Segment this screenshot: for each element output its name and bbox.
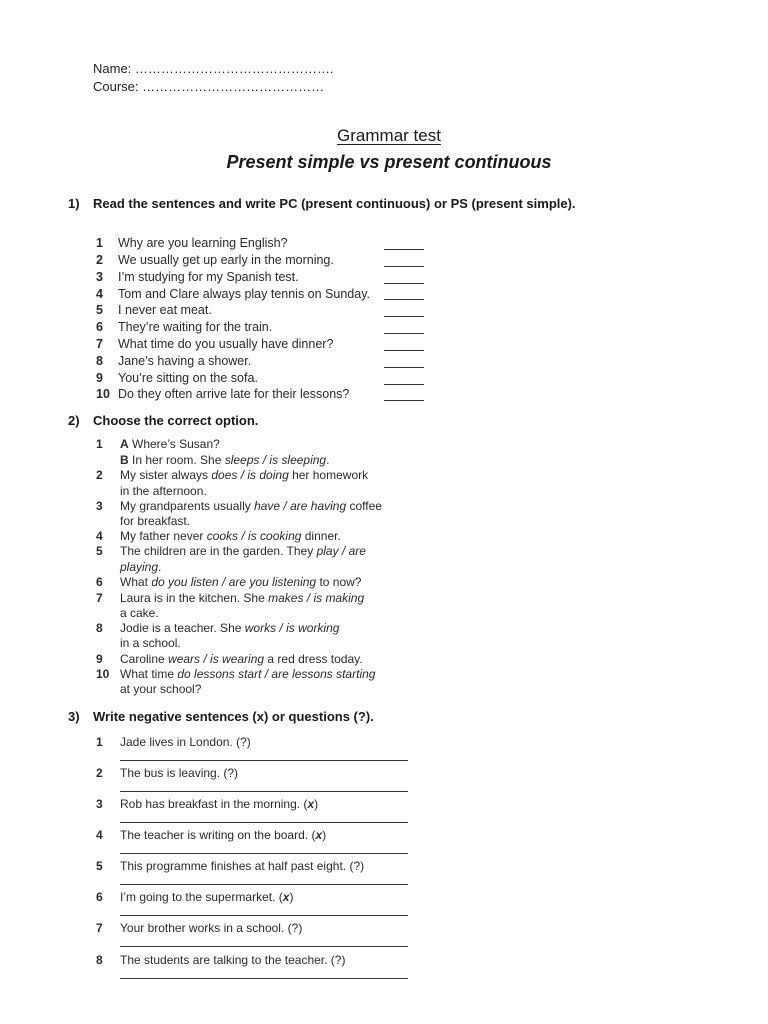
answer-blank[interactable]: [384, 400, 424, 401]
section-3-heading-text: Write negative sentences (x) or questions (?).: [93, 709, 374, 724]
section-1-number: 1): [68, 196, 80, 211]
section-1-heading-text: Read the sentences and write PC (present continuous) or PS (present simple).: [93, 196, 576, 211]
answer-blank[interactable]: [384, 333, 424, 334]
name-field-line: Name: ……………………………………….: [93, 61, 334, 76]
answer-blank[interactable]: [384, 350, 424, 351]
answer-line[interactable]: [120, 760, 408, 761]
section-3-number: 3): [68, 709, 80, 724]
section-2-number: 2): [68, 413, 80, 428]
answer-line[interactable]: [120, 884, 408, 885]
section-2-heading: [68, 413, 258, 428]
answer-line[interactable]: [120, 853, 408, 854]
section-3-heading: [68, 709, 374, 724]
answer-blank[interactable]: [384, 384, 424, 385]
page-title: Grammar test: [337, 126, 441, 145]
section-1-heading: [68, 196, 576, 211]
answer-blank[interactable]: [384, 266, 424, 267]
course-field-line: Course: ……………………………………: [93, 79, 325, 94]
answer-line[interactable]: [120, 791, 408, 792]
answer-blank[interactable]: [384, 249, 424, 250]
answer-line[interactable]: [120, 915, 408, 916]
page-subtitle: Present simple vs present continuous: [226, 152, 552, 172]
answer-line[interactable]: [120, 822, 408, 823]
answer-blank[interactable]: [384, 367, 424, 368]
section-2-heading-text: Choose the correct option.: [93, 413, 259, 428]
answer-blank[interactable]: [384, 283, 424, 284]
answer-blank[interactable]: [384, 316, 424, 317]
answer-line[interactable]: [120, 978, 408, 979]
answer-line[interactable]: [120, 946, 408, 947]
answer-blank[interactable]: [384, 299, 424, 300]
